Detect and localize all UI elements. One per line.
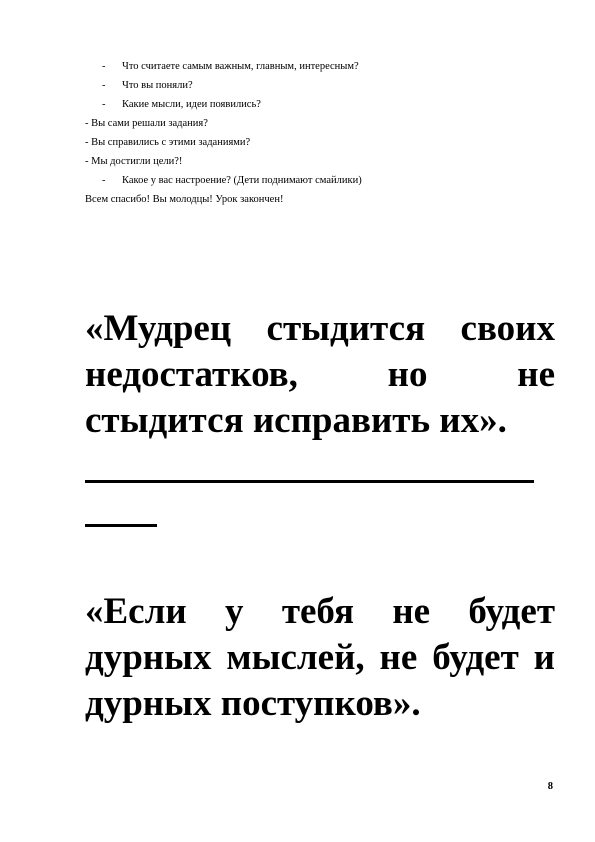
closing-line-text: Всем спасибо! Вы молодцы! Урок закончен!: [85, 194, 284, 205]
reflection-line: [85, 76, 555, 95]
reflection-line: [85, 133, 555, 152]
reflection-line-text: Какие мысли, идеи появились?: [122, 99, 261, 110]
quote-bad-thoughts: «Если у тебя не будет дурных мыслей, не будет и дурных поступков».: [85, 591, 555, 724]
reflection-line-text: - Мы достигли цели?!: [85, 156, 183, 167]
page-number: 8: [547, 781, 553, 792]
dash-marker: -: [102, 175, 106, 186]
reflection-line-text: - Вы справились с этими заданиями?: [85, 137, 251, 148]
reflection-line-text: Что вы поняли?: [122, 80, 193, 91]
reflection-line: [85, 114, 555, 133]
blank-line-short: [85, 524, 157, 527]
closing-line: [85, 190, 555, 209]
quote-wise-man: «Мудрец стыдится своих недостатков, но не стыдится исправить их».: [85, 308, 555, 441]
reflection-line: [85, 152, 555, 171]
dash-marker: -: [102, 61, 106, 72]
reflection-line: [85, 171, 555, 190]
reflection-line-text: - Вы сами решали задания?: [85, 118, 208, 129]
reflection-line: [85, 57, 555, 76]
reflection-questions: [85, 57, 555, 209]
reflection-line: [85, 95, 555, 114]
dash-marker: -: [102, 80, 106, 91]
dash-marker: -: [102, 99, 106, 110]
blank-line-long: [85, 480, 534, 483]
reflection-line-text: Что считаете самым важным, главным, интересным?: [122, 61, 359, 72]
reflection-line-text: Какое у вас настроение? (Дети поднимают смайлики): [122, 175, 362, 186]
